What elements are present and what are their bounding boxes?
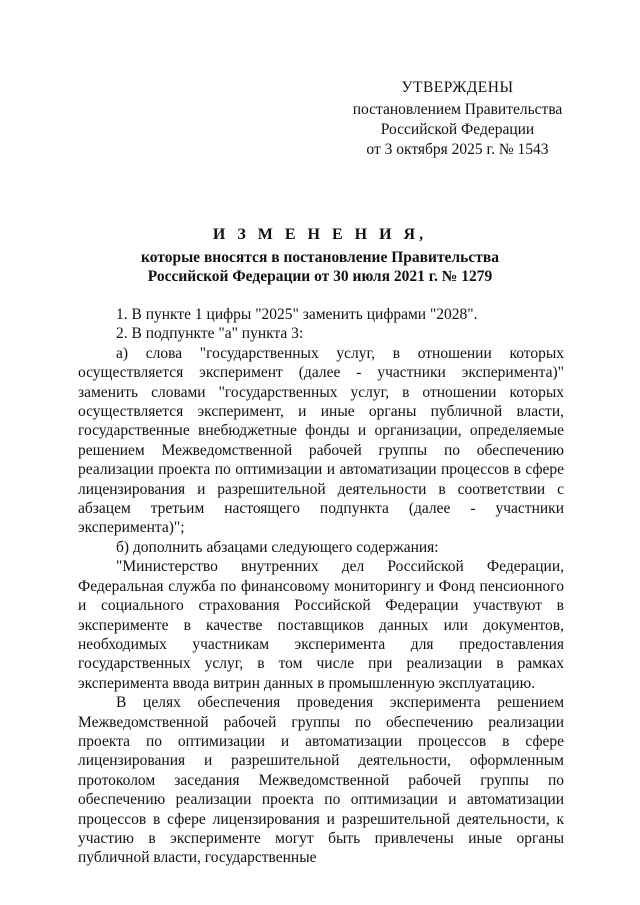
heading-subtitle-1: которые вносятся в постановление Правительства bbox=[141, 249, 499, 266]
paragraph-1: 1. В пункте 1 цифры "2025" заменить цифрами "2028". bbox=[116, 306, 478, 323]
paragraph-5: "Министерство внутренних дел Российской Федерации, Федеральная служба по финансовому мониторингу и Фонд пенсионного и социального страхования Российской Федерации участвуют в эксперименте в качестве поставщиков данных или документов, необходимых участникам эксперимента для предоставления государственных услуг, в том числе при реализации в рамках эксперимента ввода витрин данных в промышленную эксплуатацию. bbox=[78, 558, 564, 692]
paragraph-6: В целях обеспечения проведения эксперимента решением Межведомственной рабочей группы по обеспечению реализации проекта по оптимизации и автоматизации процессов в сфере лицензирования и разрешительной деятельности, оформленным протоколом заседания Межведомственной рабочей группы по обеспечению реализации проекта по оптимизации и автоматизации процессов в сфере лицензирования и разрешительной деятельности, к участию в эксперименте могут быть привлечены иные органы публичной власти, государственные bbox=[78, 694, 564, 867]
paragraph-2: 2. В подпункте "а" пункта 3: bbox=[116, 325, 304, 343]
paragraph-3: а) слова "государственных услуг, в отношении которых осуществляется эксперимент (далее - участники эксперимента)" заменить словами "государственных услуг, в отношении которых осуществляется эксперимент, и иные органы публичной власти, государственные внебюджетные фонды и организации, определяемые решением Межведомственной рабочей группы по обеспечению реализации проекта по оптимизации и автоматизации процессов в сфере лицензирования и разрешительной деятельности в соответствии с абзацем третьим настоящего подпункта (далее - участники эксперимента)"; bbox=[78, 344, 564, 537]
approved-title: УТВЕРЖДЕНЫ bbox=[401, 79, 514, 96]
paragraph-4: б) дополнить абзацами следующего содержания: bbox=[116, 538, 439, 556]
heading-subtitle-2: Российской Федерации от 30 июля 2021 г. № 1279 bbox=[147, 268, 493, 285]
approval-stamp bbox=[340, 78, 575, 160]
document-body bbox=[78, 305, 564, 868]
approved-line-3: от 3 октября 2025 г. № 1543 bbox=[366, 141, 549, 158]
heading-title: И З М Е Н Е Н И Я, bbox=[212, 226, 428, 243]
approved-line-2: Российской Федерации bbox=[380, 121, 535, 138]
document-heading bbox=[60, 226, 580, 286]
approved-line-1: постановлением Правительства bbox=[352, 101, 563, 118]
